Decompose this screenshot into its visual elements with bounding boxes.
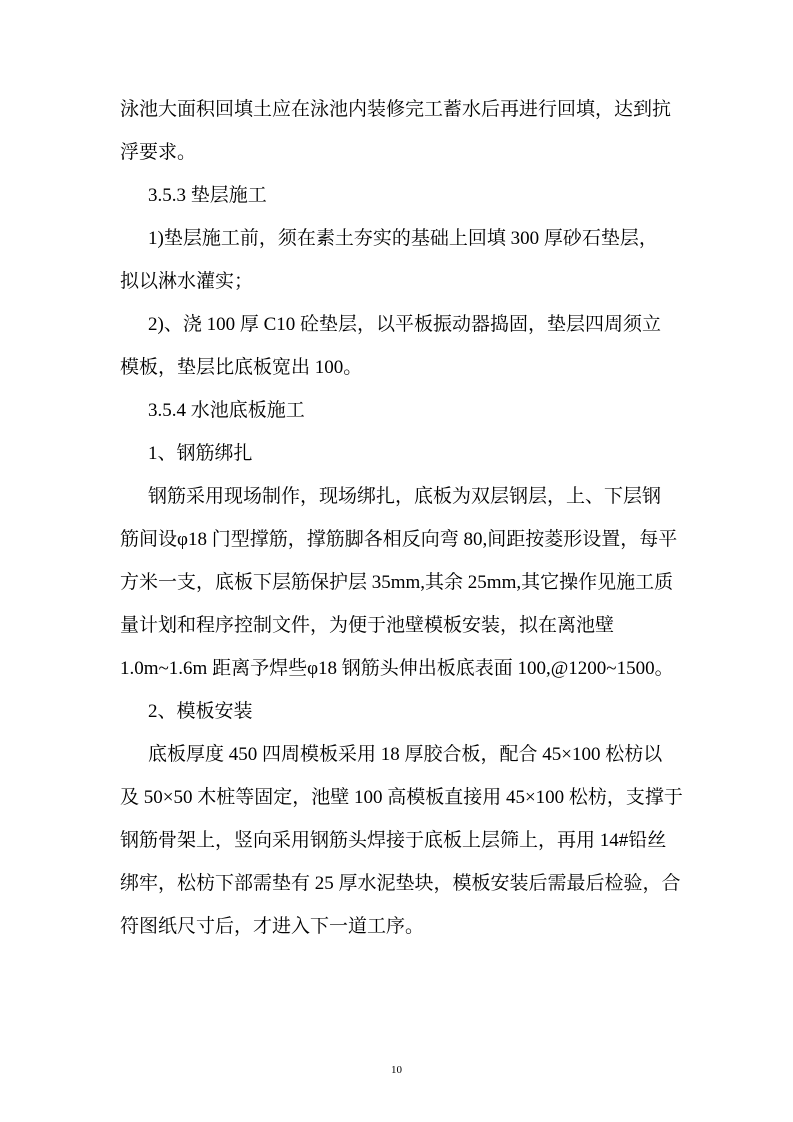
text-line: 2)、浇 100 厚 C10 砼垫层，以平板振动器捣固，垫层四周须立 bbox=[148, 314, 662, 335]
text-line: 量计划和程序控制文件，为便于池壁模板安装，拟在离池壁 bbox=[120, 615, 615, 636]
text-line: 2、模板安装 bbox=[148, 701, 253, 722]
text-line: 1.0m~1.6m 距离予焊些φ18 钢筋头伸出板底表面 100,@1200~1500。 bbox=[120, 658, 674, 679]
text-line: 3.5.4 水池底板施工 bbox=[148, 400, 305, 421]
text-line: 模板，垫层比底板宽出 100。 bbox=[120, 357, 363, 378]
text-line: 3.5.3 垫层施工 bbox=[148, 185, 267, 206]
text-line: 拟以淋水灌实； bbox=[120, 271, 254, 292]
text-line: 筋间设φ18 门型撑筋，撑筋脚各相反向弯 80,间距按菱形设置，每平 bbox=[120, 529, 678, 550]
text-line: 泳池大面积回填土应在泳池内装修完工蓄水后再进行回填，达到抗 bbox=[120, 99, 672, 120]
text-line: 1、钢筋绑扎 bbox=[148, 443, 253, 464]
text-line: 底板厚度 450 四周模板采用 18 厚胶合板，配合 45×100 松枋以 bbox=[148, 744, 663, 765]
text-line: 钢筋骨架上，竖向采用钢筋头焊接于底板上层筛上，再用 14#铅丝 bbox=[120, 830, 667, 851]
page-number: 10 bbox=[391, 1064, 402, 1076]
text-line: 绑牢，松枋下部需垫有 25 厚水泥垫块，模板安装后需最后检验，合 bbox=[120, 873, 681, 894]
text-line: 浮要求。 bbox=[120, 142, 197, 163]
text-line: 及 50×50 木桩等固定，池壁 100 高模板直接用 45×100 松枋，支撑于 bbox=[120, 787, 683, 808]
text-line: 符图纸尺寸后，才进入下一道工序。 bbox=[120, 916, 425, 937]
text-line: 方米一支，底板下层筋保护层 35mm,其余 25mm,其它操作见施工质 bbox=[120, 572, 674, 593]
document-body bbox=[120, 92, 683, 952]
text-line: 钢筋采用现场制作，现场绑扎，底板为双层钢层，上、下层钢 bbox=[148, 486, 662, 507]
text-line: 1)垫层施工前，须在素土夯实的基础上回填 300 厚砂石垫层， bbox=[148, 228, 658, 249]
